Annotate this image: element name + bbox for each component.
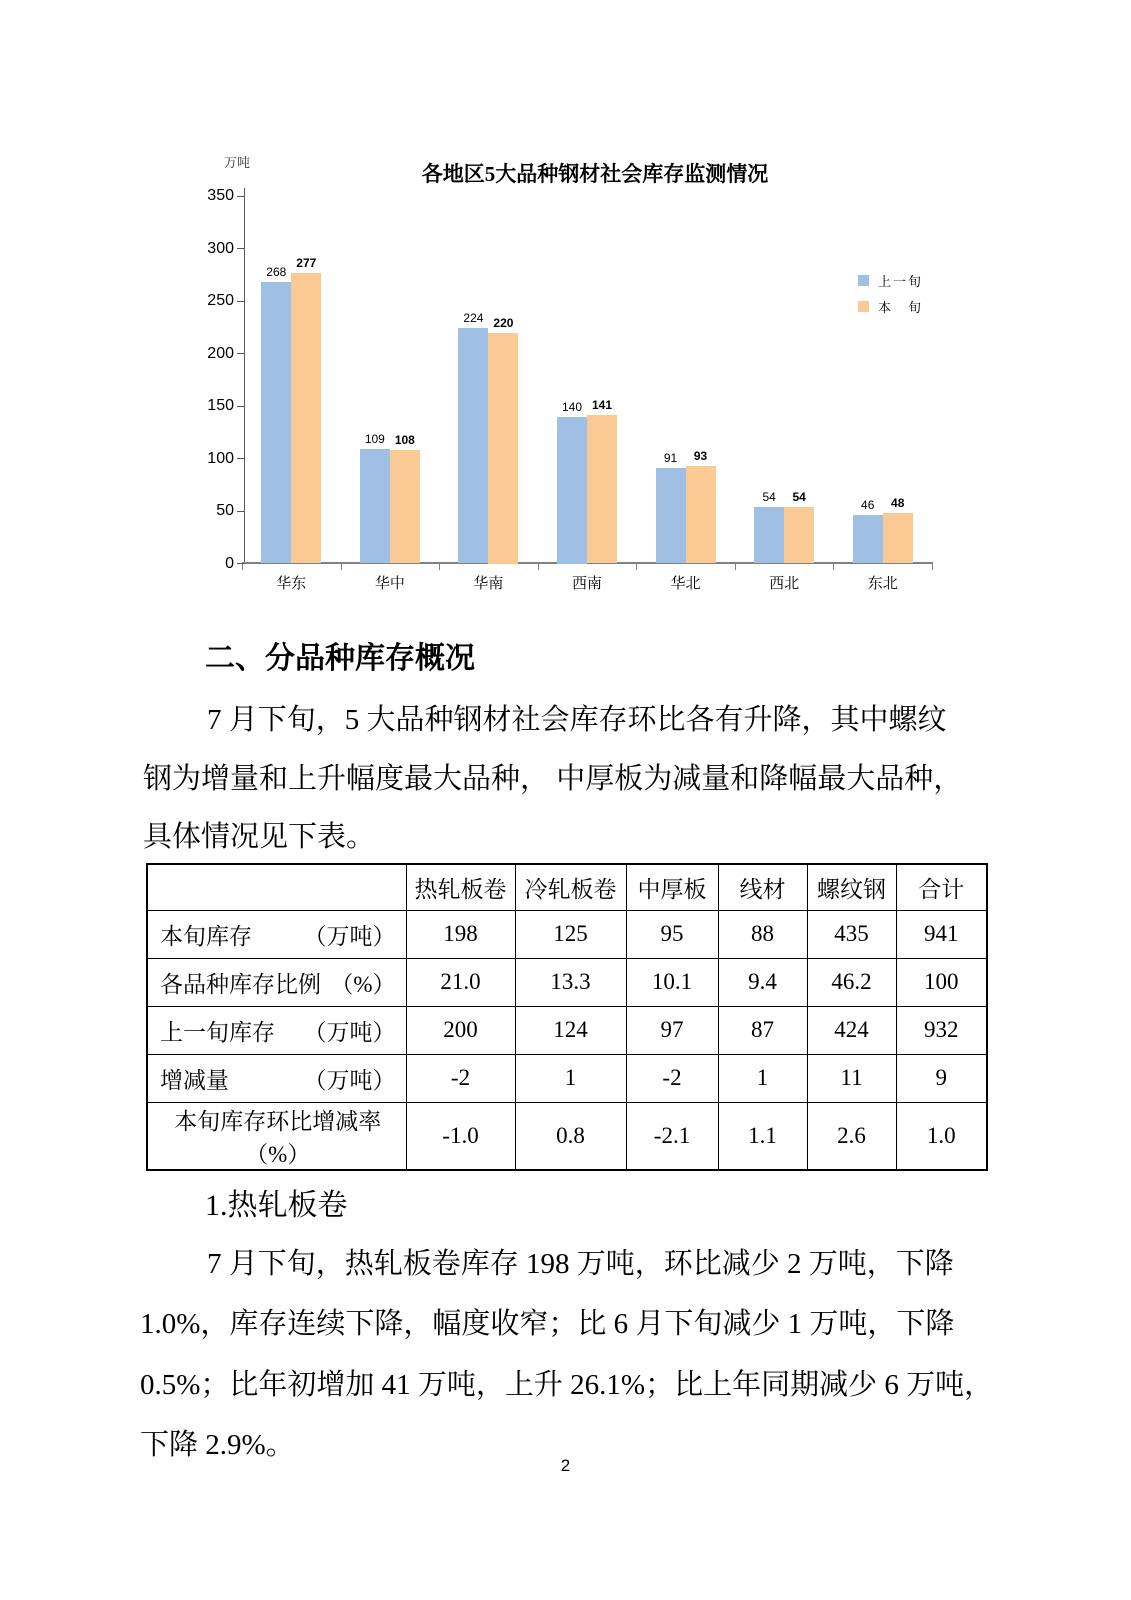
bar-current-period	[390, 450, 420, 563]
x-tick	[242, 564, 243, 570]
bar-value-label: 48	[891, 496, 905, 511]
table-cell: 10.1	[626, 958, 718, 1006]
y-axis-unit-label: 万吨	[224, 155, 251, 170]
bar-value-label: 220	[493, 315, 514, 330]
table-cell: -2	[626, 1054, 718, 1102]
column-header: 中厚板	[626, 864, 718, 910]
bar-current-period	[587, 415, 617, 563]
row-unit: （%）	[330, 971, 396, 997]
row-label-cell	[147, 958, 406, 1006]
table-row	[147, 910, 987, 958]
legend-item	[858, 271, 923, 290]
legend-label: 上一旬	[878, 274, 924, 289]
bar-previous-period	[458, 328, 488, 563]
table-cell: 9.4	[718, 958, 807, 1006]
x-tick	[538, 564, 539, 570]
table-row	[147, 958, 987, 1006]
table-cell: -2.1	[626, 1102, 718, 1170]
x-category-label: 华北	[670, 576, 701, 592]
table-cell: 125	[515, 910, 626, 958]
row-unit: （万吨）	[303, 923, 396, 949]
bar-value-label: 140	[561, 399, 583, 414]
row-label: 本旬库存环比增减率（%）	[174, 1108, 382, 1167]
table-cell: 11	[807, 1054, 896, 1102]
table-cell: 424	[807, 1006, 896, 1054]
table-cell: 124	[515, 1006, 626, 1054]
bar-value-label: 93	[693, 448, 708, 463]
column-header: 冷轧板卷	[515, 864, 626, 910]
x-category-label: 华南	[473, 576, 504, 592]
x-tick	[735, 564, 736, 570]
bar-previous-period	[853, 515, 883, 563]
y-tick	[237, 196, 244, 197]
y-tick	[237, 406, 244, 407]
row-label: 本旬库存	[160, 923, 252, 949]
legend-label: 本 旬	[878, 299, 924, 315]
table-cell: 0.8	[515, 1102, 626, 1170]
x-tick	[439, 564, 440, 570]
column-header: 合计	[896, 864, 987, 910]
table-cell: 198	[406, 910, 515, 958]
row-label: 增减量	[160, 1067, 229, 1093]
y-tick-label: 150	[207, 397, 234, 414]
row-label-cell	[147, 1102, 406, 1170]
table-cell: 46.2	[807, 958, 896, 1006]
bar-current-period	[883, 513, 913, 563]
row-label: 上一旬库存	[160, 1019, 275, 1045]
inventory-table	[146, 863, 988, 1171]
x-category-label: 华东	[276, 576, 307, 592]
table-cell: 9	[896, 1054, 987, 1102]
bar-previous-period	[261, 282, 291, 563]
bar-value-label: 46	[861, 498, 875, 513]
bar-current-period	[784, 507, 814, 564]
column-header: 螺纹钢	[807, 864, 896, 910]
table-cell: 1	[515, 1054, 626, 1102]
bar-value-label: 277	[296, 255, 317, 270]
legend-color-swatch	[858, 301, 869, 312]
table-cell: 100	[896, 958, 987, 1006]
table-cell: 435	[807, 910, 896, 958]
bar-value-label: 54	[762, 489, 776, 504]
chart-title: 各地区5大品种钢材社会库存监测情况	[421, 162, 769, 186]
legend-color-swatch	[858, 275, 869, 286]
table-cell: 200	[406, 1006, 515, 1054]
table-row	[147, 1102, 987, 1170]
row-label: 各品种库存比例	[160, 971, 321, 997]
x-category-label: 西南	[571, 576, 602, 592]
y-tick	[237, 458, 244, 459]
table-cell: -2	[406, 1054, 515, 1102]
x-tick	[636, 564, 637, 570]
bar-previous-period	[360, 449, 390, 563]
section-heading: 二、分品种库存概况	[205, 642, 475, 675]
y-axis-line	[244, 188, 245, 564]
x-category-label: 西北	[769, 576, 800, 592]
paragraph-line: 7 月下旬，热轧板卷库存 198 万吨，环比减少 2 万吨，下降	[207, 1248, 954, 1280]
column-header: 线材	[718, 864, 807, 910]
y-tick-label: 100	[207, 449, 234, 467]
row-label-cell	[147, 1006, 406, 1054]
paragraph-line: 钢为增量和上升幅度最大品种， 中厚板为减量和降幅最大品种，	[143, 762, 963, 795]
x-tick	[833, 564, 834, 570]
y-tick-label: 350	[207, 187, 234, 204]
legend-item	[858, 297, 923, 316]
table-cell: 87	[718, 1006, 807, 1054]
bar-value-label: 224	[463, 311, 484, 326]
y-tick-label: 250	[207, 292, 234, 309]
subsection-heading: 1.热轧板卷	[205, 1189, 348, 1222]
row-label-cell	[147, 910, 406, 958]
bar-current-period	[488, 333, 518, 564]
y-tick	[237, 353, 244, 354]
bar-previous-period	[656, 468, 686, 564]
bar-value-label: 108	[394, 433, 415, 448]
y-tick	[237, 301, 244, 302]
bar-previous-period	[754, 507, 784, 564]
x-tick	[932, 564, 933, 570]
x-category-label: 华中	[374, 576, 405, 592]
bar-value-label: 141	[591, 398, 613, 413]
x-category-label: 东北	[867, 576, 898, 592]
bar-value-label: 109	[364, 432, 385, 447]
row-unit: （万吨）	[303, 1019, 396, 1045]
paragraph-line: 7 月下旬，5 大品种钢材社会库存环比各有升降，其中螺纹	[207, 704, 947, 736]
table-row	[147, 1006, 987, 1054]
column-header: 热轧板卷	[406, 864, 515, 910]
table-cell: 97	[626, 1006, 718, 1054]
bar-current-period	[291, 273, 321, 564]
table-cell: 88	[718, 910, 807, 958]
table-cell: 941	[896, 910, 987, 958]
y-tick-label: 300	[207, 239, 234, 257]
table-cell: 1.1	[718, 1102, 807, 1170]
y-tick-label: 200	[207, 344, 234, 362]
paragraph-line: 1.0%，库存连续下降，幅度收窄；比 6 月下旬减少 1 万吨，下降	[140, 1308, 955, 1341]
table-header-row	[147, 864, 987, 910]
table-row	[147, 1054, 987, 1102]
table-cell: 1.0	[896, 1102, 987, 1170]
column-header	[147, 864, 406, 910]
table-cell: 2.6	[807, 1102, 896, 1170]
bar-current-period	[686, 466, 716, 564]
y-tick-label: 0	[225, 554, 234, 572]
x-tick	[341, 564, 342, 570]
table-cell: 932	[896, 1006, 987, 1054]
y-tick-label: 50	[216, 502, 234, 519]
page-number: 2	[560, 1456, 571, 1475]
bar-value-label: 91	[663, 450, 678, 465]
y-tick	[237, 248, 244, 249]
row-unit: （万吨）	[303, 1067, 396, 1093]
table-cell: 21.0	[406, 958, 515, 1006]
paragraph-line: 具体情况见下表。	[143, 821, 376, 853]
table-cell: -1.0	[406, 1102, 515, 1170]
bar-value-label: 268	[266, 265, 287, 280]
table-cell: 1	[718, 1054, 807, 1102]
table-cell: 13.3	[515, 958, 626, 1006]
paragraph-line: 0.5%；比年初增加 41 万吨，上升 26.1%；比上年同期减少 6 万吨，	[140, 1368, 994, 1401]
bar-value-label: 54	[792, 489, 806, 504]
y-tick	[237, 511, 244, 512]
table-cell: 95	[626, 910, 718, 958]
paragraph-line: 下降 2.9%。	[140, 1428, 295, 1461]
bar-previous-period	[557, 417, 587, 564]
row-label-cell	[147, 1054, 406, 1102]
